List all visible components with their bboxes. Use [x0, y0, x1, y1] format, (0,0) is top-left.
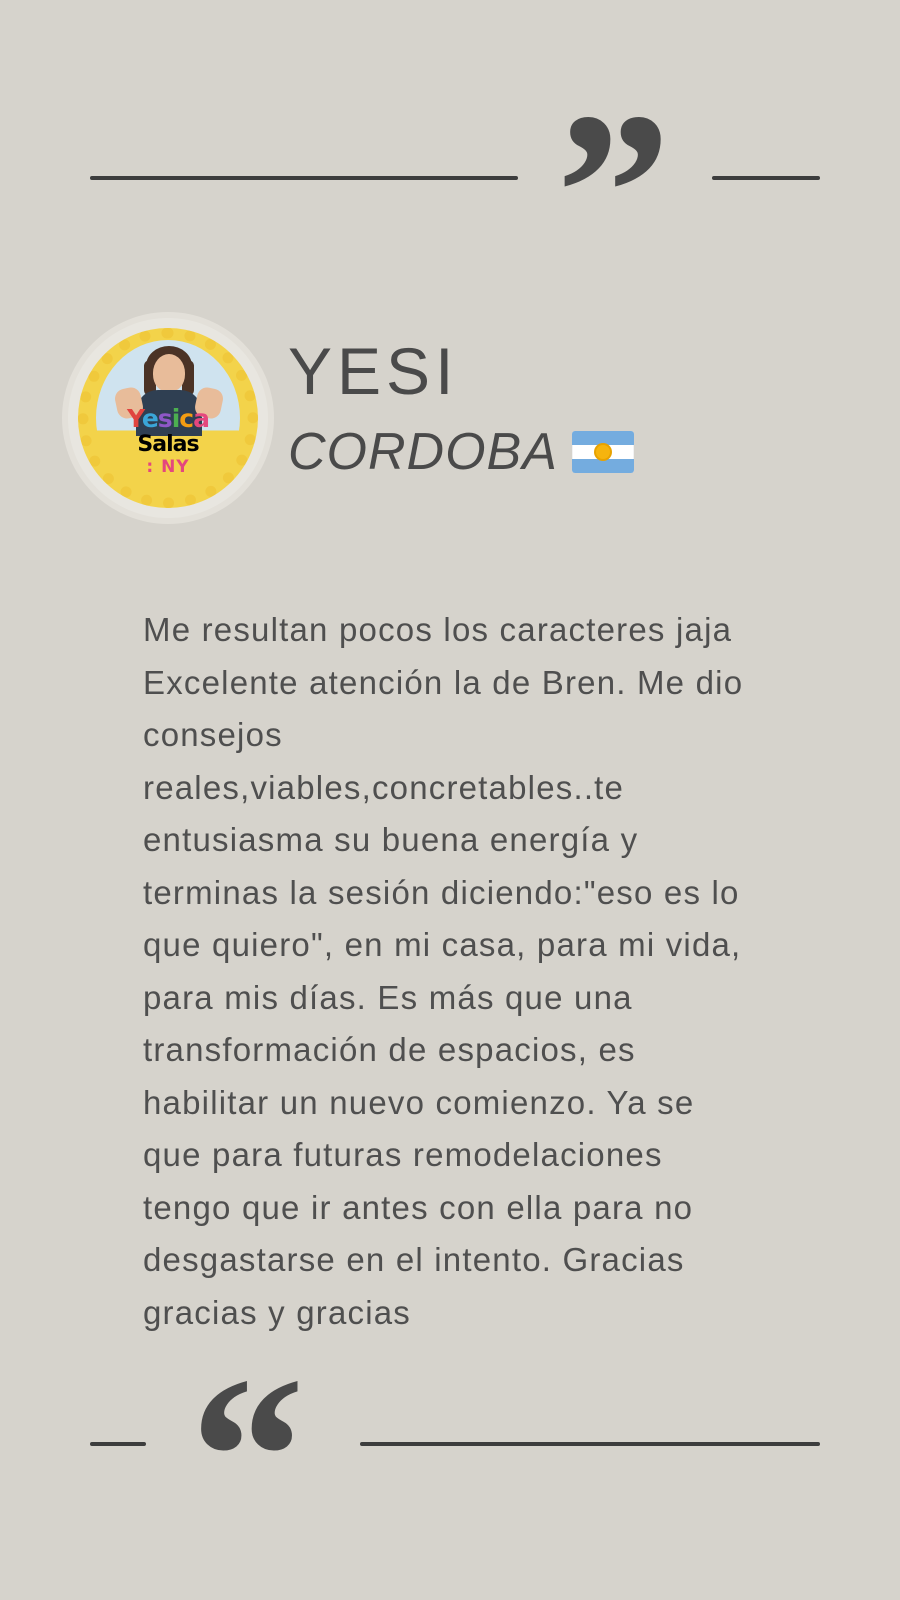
testimonial-text: Me resultan pocos los caracteres jaja Excelente atención la de Bren. Me dio consejos reales,viables,concretables..te entusiasma su buena energía y terminas la sesión diciendo:"eso es lo que quiero", en mi casa, para mi vida, para mis días. Es más que una transformación de espacios, es habilitar un nuevo comienzo. Ya se que para futuras remodelaciones tengo que ir antes con ella para no desgastarse en el intento. Gracias gracias y gracias — [143, 611, 744, 1331]
flag-stripe-bottom — [572, 459, 634, 473]
bottom-ornament — [0, 1329, 900, 1584]
avatar — [68, 318, 268, 518]
avatar-brand-line1: Yesica — [127, 404, 209, 433]
avatar-brand-line2: Salas — [137, 432, 199, 458]
closing-quote-icon: ” — [556, 65, 665, 320]
top-left-divider — [90, 176, 518, 180]
profile-name: YESI — [288, 334, 459, 408]
avatar-brand-text — [78, 406, 258, 477]
bottom-left-divider — [90, 1442, 146, 1446]
argentina-flag-icon — [572, 431, 634, 473]
profile-city: CORDOBA — [288, 423, 558, 481]
profile-header — [0, 318, 900, 538]
flag-sun-icon — [596, 445, 610, 459]
flag-stripe-top — [572, 431, 634, 445]
top-ornament — [0, 65, 900, 320]
top-right-divider — [712, 176, 820, 180]
opening-quote-icon: “ — [190, 1329, 299, 1584]
avatar-badge — [78, 328, 258, 508]
bottom-right-divider — [360, 1442, 820, 1446]
profile-location-row — [288, 423, 888, 481]
avatar-brand-line3: : NY — [146, 457, 190, 478]
avatar-face — [153, 354, 185, 392]
profile-name-block — [288, 334, 888, 481]
